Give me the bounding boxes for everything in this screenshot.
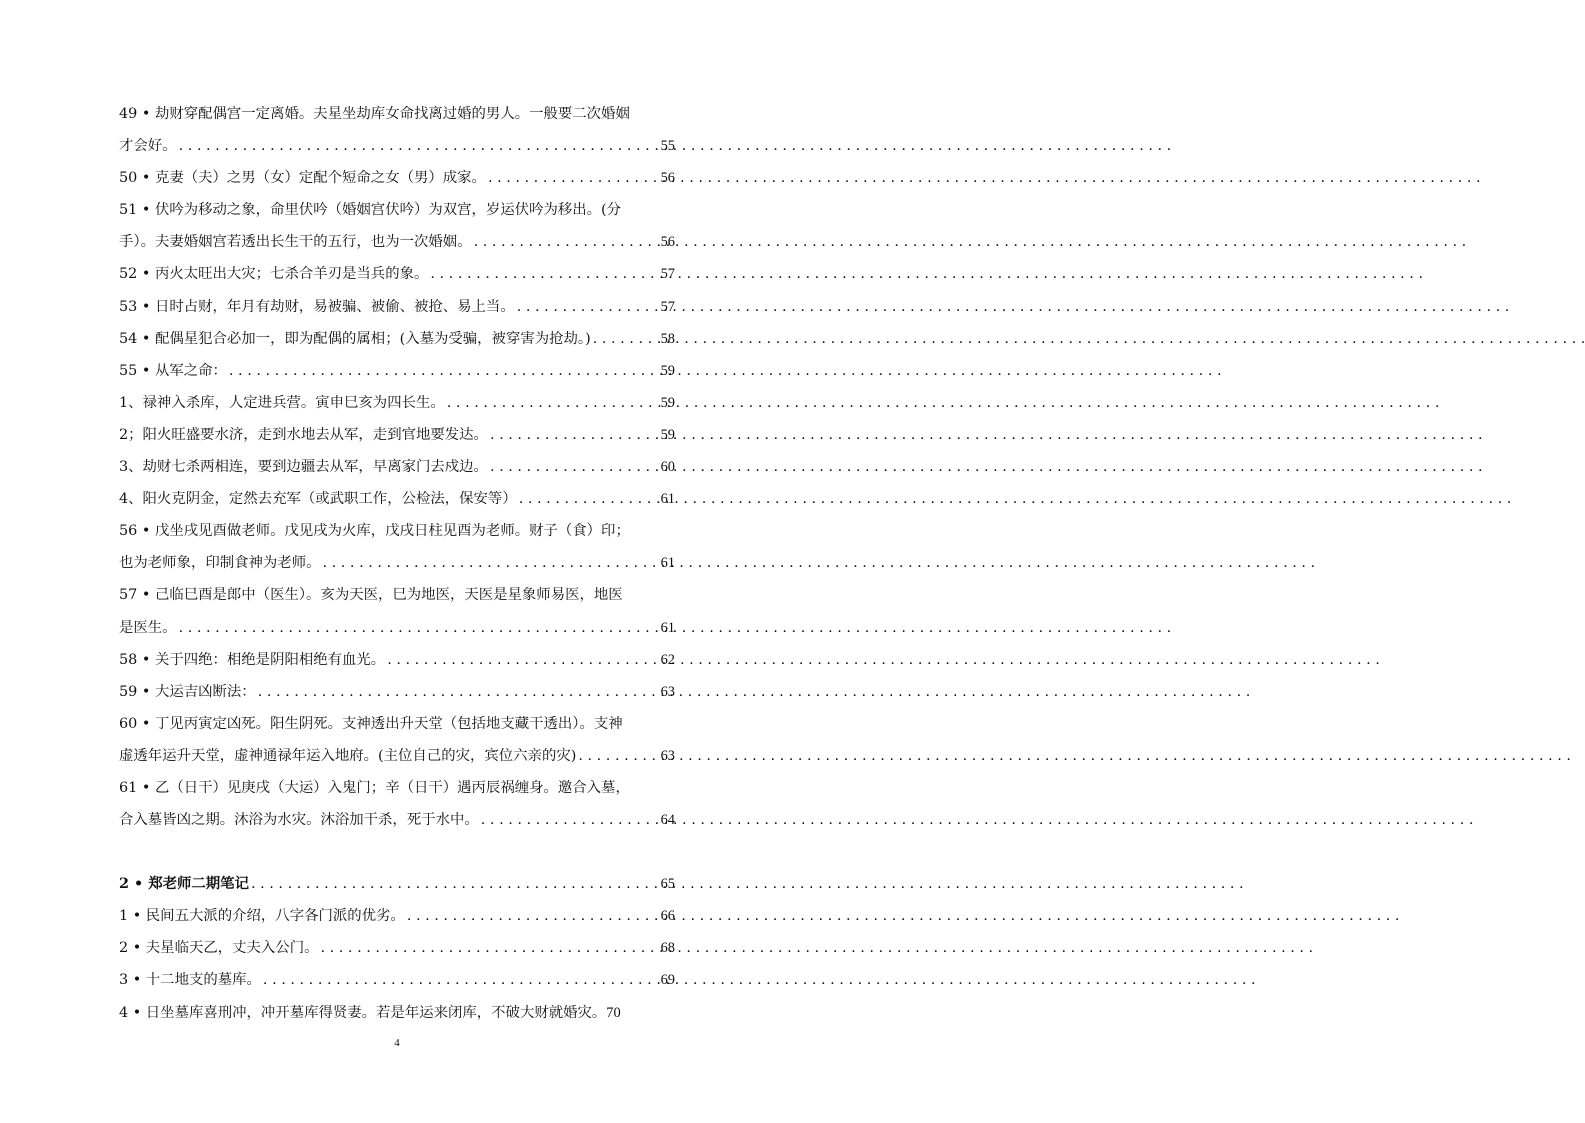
toc-page-number: 69 xyxy=(660,972,675,989)
toc-line[interactable] xyxy=(119,226,675,258)
toc-line xyxy=(119,772,675,804)
toc-line[interactable] xyxy=(119,676,675,708)
toc-entry-text: 54 • 配偶星犯合必加一，即为配偶的属相；(入墓为受骗，被穿害为抢劫。) xyxy=(119,330,591,347)
toc-entry-text: 也为老师象，印制食神为老师。 xyxy=(119,555,321,572)
dot-leader xyxy=(591,323,661,355)
toc-page-number: 60 xyxy=(660,459,675,476)
toc-line[interactable] xyxy=(119,932,675,964)
toc-entry-text: 57 • 己临巳酉是郎中（医生）。亥为天医，巳为地医，天医是星象师易医，地医 xyxy=(119,587,623,604)
toc-page xyxy=(119,98,675,1029)
toc-page-number: 56 xyxy=(660,234,675,251)
toc-entry-text: 60 • 丁见丙寅定凶死。阳生阴死。支神透出升天堂（包括地支藏干透出）。支神 xyxy=(119,715,623,732)
toc-line xyxy=(119,708,675,740)
toc-line[interactable] xyxy=(119,804,675,836)
toc-line[interactable] xyxy=(119,130,675,162)
dot-leader xyxy=(177,130,661,162)
toc-entry-text: 4、阳火克阴金，定然去充军（或武职工作，公检法，保安等） xyxy=(119,491,517,508)
toc-page-number: 55 xyxy=(660,138,675,155)
dot-leader xyxy=(488,419,661,451)
toc-page-number: 63 xyxy=(660,683,675,700)
toc-line[interactable] xyxy=(119,997,675,1029)
dot-leader xyxy=(486,162,661,194)
toc-line[interactable] xyxy=(119,258,675,290)
toc-entry-text: 3 • 十二地支的墓库。 xyxy=(119,972,261,989)
toc-entry-text: 51 • 伏吟为移动之象，命里伏吟（婚姻宫伏吟）为双宫，岁运伏吟为移出。(分 xyxy=(119,202,622,219)
toc-line[interactable] xyxy=(119,964,675,996)
toc-line[interactable] xyxy=(119,900,675,932)
toc-line[interactable] xyxy=(119,547,675,579)
toc-line[interactable] xyxy=(119,612,675,644)
toc-page-number: 61 xyxy=(660,619,675,636)
toc-entry-text: 才会好。 xyxy=(119,138,177,155)
toc-line[interactable] xyxy=(119,644,675,676)
toc-line[interactable] xyxy=(119,291,675,323)
dot-leader xyxy=(261,964,661,996)
section-entries xyxy=(119,900,675,1028)
dot-leader xyxy=(227,355,661,387)
toc-entry-text: 53 • 日时占财，年月有劫财，易被骗、被偷、被抢、易上当。 xyxy=(119,298,515,315)
toc-entry-text: 55 • 从军之命： xyxy=(119,362,227,379)
page-footer-number: 4 xyxy=(394,1037,400,1049)
dot-leader xyxy=(576,740,660,772)
toc-page-number: 64 xyxy=(660,812,675,829)
dot-leader xyxy=(428,258,660,290)
toc-entry-text: 2 • 夫星临天乙，丈夫入公门。 xyxy=(119,940,319,957)
dot-leader xyxy=(472,226,661,258)
toc-line[interactable] xyxy=(119,323,675,355)
toc-line[interactable] xyxy=(119,355,675,387)
toc-page-number: 66 xyxy=(660,908,675,925)
toc-line xyxy=(119,98,675,130)
toc-page-number: 59 xyxy=(660,394,675,411)
toc-line xyxy=(119,579,675,611)
toc-entry-text: 52 • 丙火太旺出大灾；七杀合羊刃是当兵的象。 xyxy=(119,266,429,283)
toc-page-number: 59 xyxy=(660,426,675,443)
toc-entry-text: 4 • 日坐墓库喜刑冲，冲开墓库得贤妻。若是年运来闭库，不破大财就婚灾。 xyxy=(119,1004,607,1021)
dot-leader xyxy=(517,483,661,515)
toc-entry-text: 合入墓皆凶之期。沐浴为水灾。沐浴加干杀，死于水中。 xyxy=(119,812,479,829)
toc-entry-text: 50 • 克妻（夫）之男（女）定配个短命之女（男）成家。 xyxy=(119,170,486,187)
toc-entry-text: 59 • 大运吉凶断法： xyxy=(119,683,256,700)
toc-entries xyxy=(119,98,675,836)
toc-line xyxy=(119,515,675,547)
toc-entry-text: 2；阳火旺盛要水济，走到水地去从军，走到官地要发达。 xyxy=(119,426,488,443)
section-spacer xyxy=(119,836,675,868)
toc-entry-text: 49 • 劫财穿配偶宫一定离婚。夫星坐劫库女命找离过婚的男人。一般要二次婚姻 xyxy=(119,106,630,122)
dot-leader xyxy=(256,676,661,708)
dot-leader xyxy=(177,612,661,644)
toc-page-number: 61 xyxy=(660,491,675,508)
toc-page-number: 63 xyxy=(660,747,675,764)
toc-entry-text: 虚透年运升天堂，虚神通禄年运入地府。(主位自己的灾，宾位六亲的灾) xyxy=(119,747,577,764)
toc-line[interactable] xyxy=(119,387,675,419)
toc-line[interactable] xyxy=(119,162,675,194)
toc-entry-text: 58 • 关于四绝：相绝是阴阳相绝有血光。 xyxy=(119,651,386,668)
toc-entry-text: 3、劫财七杀两相连，要到边疆去从军，早离家门去戍边。 xyxy=(119,459,488,476)
dot-leader xyxy=(320,547,660,579)
toc-page-number: 57 xyxy=(660,298,675,315)
dot-leader xyxy=(479,804,661,836)
dot-leader xyxy=(445,387,661,419)
dot-leader xyxy=(488,451,661,483)
section-heading[interactable] xyxy=(119,868,675,900)
toc-entry-text: 56 • 戊坐戌见酉做老师。戊见戌为火库，戊戌日柱见酉为老师。财子（食）印； xyxy=(119,523,630,540)
toc-entry-text: 手）。夫妻婚姻宫若透出长生干的五行，也为一次婚姻。 xyxy=(119,234,472,251)
section-title: 2 • 郑老师二期笔记 xyxy=(119,875,249,893)
toc-page-number: 59 xyxy=(660,362,675,379)
toc-entry-text: 1、禄神入杀库，人定进兵营。寅申巳亥为四长生。 xyxy=(119,394,445,411)
dot-leader xyxy=(405,900,661,932)
dot-leader xyxy=(318,932,660,964)
toc-page-number: 70 xyxy=(606,1004,621,1021)
section-page-number: 65 xyxy=(660,876,675,893)
toc-line[interactable] xyxy=(119,451,675,483)
toc-line[interactable] xyxy=(119,483,675,515)
toc-page-number: 58 xyxy=(660,330,675,347)
toc-line xyxy=(119,194,675,226)
toc-entry-text: 1 • 民间五大派的介绍，八字各门派的优劣。 xyxy=(119,908,405,925)
toc-line[interactable] xyxy=(119,419,675,451)
dot-leader xyxy=(385,644,660,676)
dot-leader xyxy=(249,868,661,900)
toc-page-number: 61 xyxy=(660,555,675,572)
toc-page-number: 62 xyxy=(660,651,675,668)
toc-page-number: 68 xyxy=(660,940,675,957)
toc-entry-text: 61 • 乙（日干）见庚戌（大运）入鬼门；辛（日干）遇丙辰祸缠身。邀合入墓， xyxy=(119,779,630,796)
toc-entry-text: 是医生。 xyxy=(119,619,177,636)
toc-page-number: 57 xyxy=(660,266,675,283)
toc-line[interactable] xyxy=(119,740,675,772)
toc-page-number: 56 xyxy=(660,170,675,187)
dot-leader xyxy=(515,291,661,323)
